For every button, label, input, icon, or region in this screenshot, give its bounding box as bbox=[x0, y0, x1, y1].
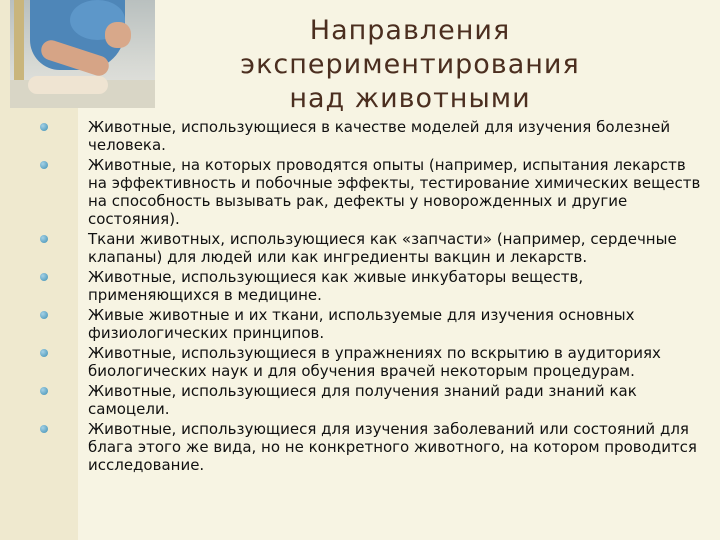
slide-title bbox=[180, 14, 640, 116]
list-item-text: Животные, использующиеся для изучения заболеваний или состояний для блага этого же вида, но не конкретного животного, на котором проводится исследование. bbox=[88, 420, 697, 474]
list-item bbox=[36, 420, 704, 474]
list-item-text: Живые животные и их ткани, используемые для изучения основных физиологических принципов. bbox=[88, 306, 635, 342]
bullet-icon bbox=[40, 425, 48, 433]
bullet-icon bbox=[40, 311, 48, 319]
list-item bbox=[36, 344, 704, 380]
list-item bbox=[36, 156, 704, 228]
list-item-text: Животные, на которых проводятся опыты (например, испытания лекарств на эффективность и побочные эффекты, тестирование химических веществ на способность вызывать рак, дефекты у новорожденных и другие состояния). bbox=[88, 156, 701, 228]
title-line-2: экспериментирования bbox=[240, 49, 580, 80]
list-item-text: Животные, использующиеся в упражнениях по вскрытию в аудиториях биологических наук и для обучения врачей некоторым процедурам. bbox=[88, 344, 661, 380]
list-item-text: Животные, использующиеся для получения знаний ради знаний как самоцели. bbox=[88, 382, 637, 418]
list-item-text: Ткани животных, использующиеся как «запчасти» (например, сердечные клапаны) для людей или как ингредиенты вакцин и лекарств. bbox=[88, 230, 677, 266]
list-item bbox=[36, 230, 704, 266]
list-item bbox=[36, 306, 704, 342]
list-item-text: Животные, использующиеся в качестве моделей для изучения болезней человека. bbox=[88, 118, 671, 154]
bullet-icon bbox=[40, 273, 48, 281]
list-item bbox=[36, 382, 704, 418]
lab-photo bbox=[10, 0, 155, 108]
list-item bbox=[36, 118, 704, 154]
bullet-icon bbox=[40, 349, 48, 357]
bullet-icon bbox=[40, 387, 48, 395]
list-item bbox=[36, 268, 704, 304]
bullet-icon bbox=[40, 235, 48, 243]
title-line-1: Направления bbox=[309, 15, 511, 46]
list-item-text: Животные, использующиеся как живые инкубаторы веществ, применяющихся в медицине. bbox=[88, 268, 584, 304]
bullet-list bbox=[36, 118, 704, 476]
bullet-icon bbox=[40, 123, 48, 131]
title-line-3: над животными bbox=[289, 83, 531, 114]
bullet-icon bbox=[40, 161, 48, 169]
